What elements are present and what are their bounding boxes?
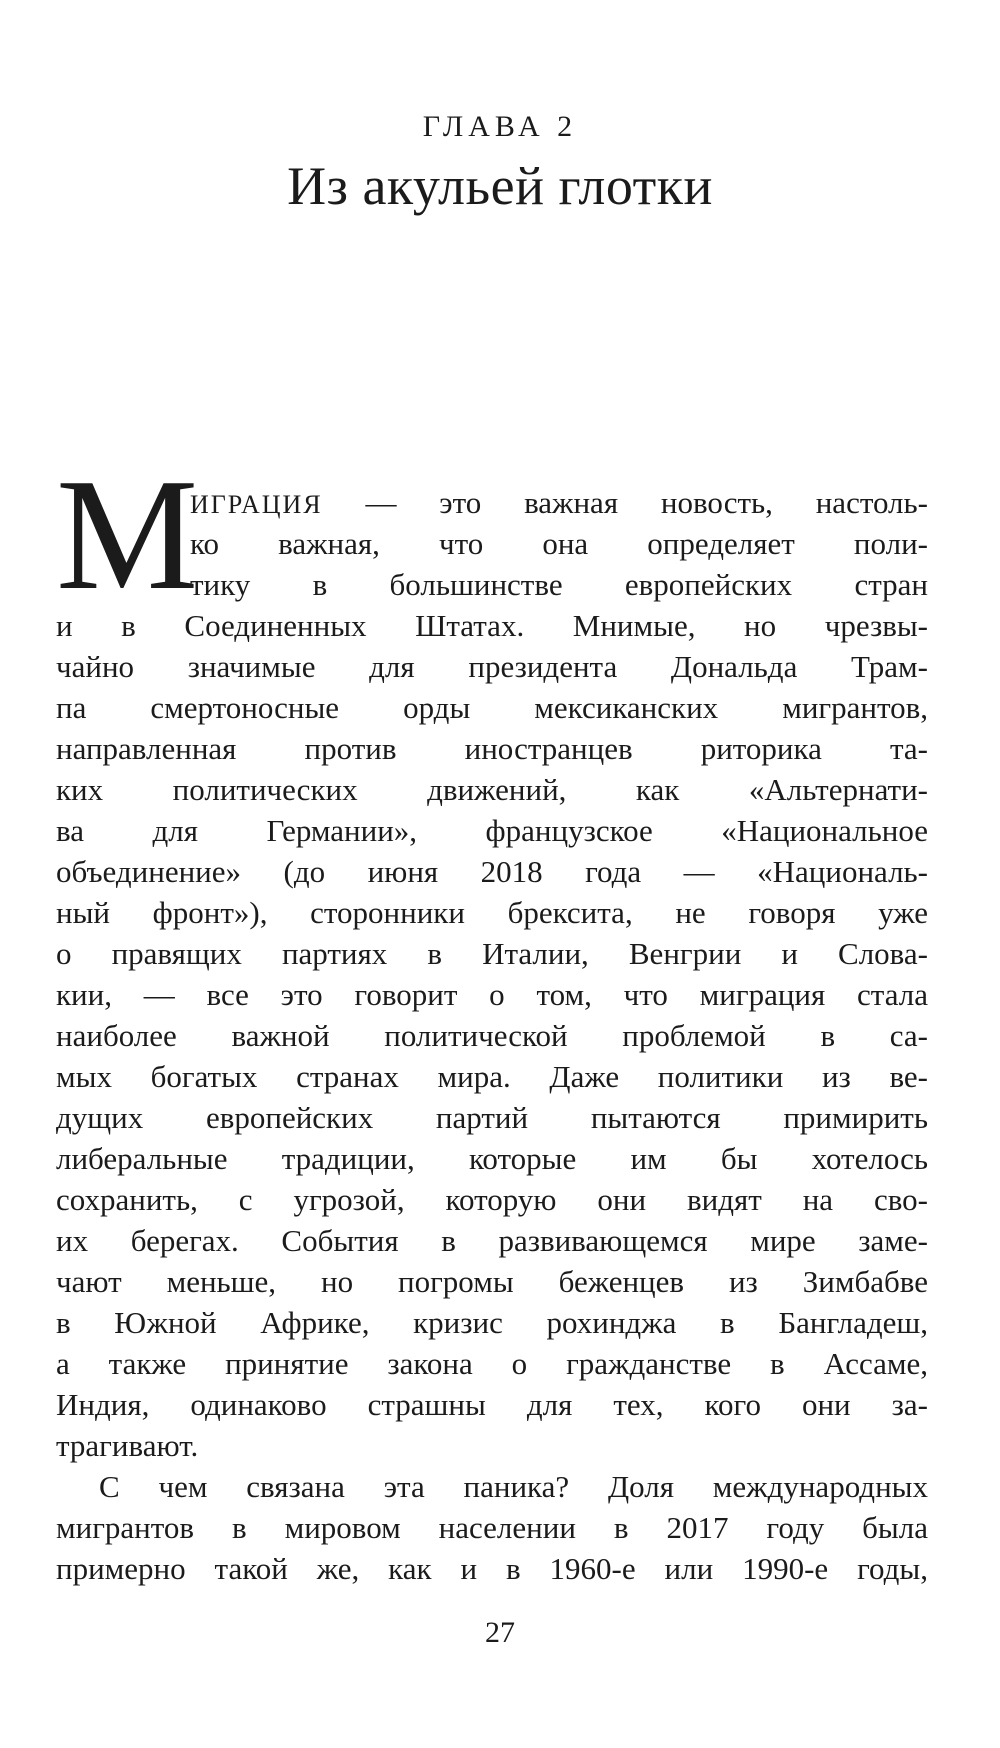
text-line: а также принятие закона о гражданстве в Ассаме, xyxy=(56,1346,928,1381)
page-number: 27 xyxy=(485,1616,515,1649)
text-line: мых богатых странах мира. Даже политики из ве- xyxy=(56,1059,928,1094)
text-line: примерно такой же, как и в 1960-е или 1990-е годы, xyxy=(56,1551,928,1586)
text-line: трагивают. xyxy=(56,1428,199,1463)
text-line xyxy=(56,482,928,523)
text-line: ный фронт»), сторонники брексита, не говоря уже xyxy=(56,895,928,930)
text-line: объединение» (до июня 2018 года — «Националь- xyxy=(56,854,928,889)
text-line: либеральные традиции, которые им бы хотелось xyxy=(56,1141,928,1176)
smallcaps-lead: ИГРАЦИЯ xyxy=(190,490,323,519)
text-line: о правящих партиях в Италии, Венгрии и Слова- xyxy=(56,936,928,971)
text-line: ва для Германии», французское «Национальное xyxy=(56,813,928,848)
text-line: С чем связана эта паника? Доля международных xyxy=(99,1469,928,1504)
text-line: чают меньше, но погромы беженцев из Зимбабве xyxy=(56,1264,928,1299)
text-line: их берегах. События в развивающемся мире заме- xyxy=(56,1223,928,1258)
chapter-title: Из акульей глотки xyxy=(287,156,713,216)
text-line: Индия, одинаково страшны для тех, кого они за- xyxy=(56,1387,928,1422)
text-line: тику в большинстве европейских стран xyxy=(190,567,928,602)
text-line: направленная против иностранцев риторика та- xyxy=(56,731,928,766)
text-line: мигрантов в мировом населении в 2017 году была xyxy=(56,1510,928,1545)
text-line: па смертоносные орды мексиканских мигрантов, xyxy=(56,690,928,725)
text-line: в Южной Африке, кризис рохинджа в Бангладеш, xyxy=(56,1305,928,1340)
text-line: сохранить, с угрозой, которую они видят на сво- xyxy=(56,1182,928,1217)
text-line-content: — это важная новость, настоль- xyxy=(322,485,928,520)
text-line: чайно значимые для президента Дональда Трам- xyxy=(56,649,928,684)
drop-cap-letter: М xyxy=(56,445,199,623)
text-line: наиболее важной политической проблемой в са- xyxy=(56,1018,928,1053)
text-line: и в Соединенных Штатах. Мнимые, но чрезвы- xyxy=(56,608,928,643)
text-line: кии, — все это говорит о том, что миграция стала xyxy=(56,977,928,1012)
body-text xyxy=(56,482,928,1589)
text-line: ких политических движений, как «Альтернати- xyxy=(56,772,928,807)
chapter-label: ГЛАВА 2 xyxy=(422,110,578,143)
text-line: дущих европейских партий пытаются примирить xyxy=(56,1100,928,1135)
text-line: ко важная, что она определяет поли- xyxy=(190,526,928,561)
